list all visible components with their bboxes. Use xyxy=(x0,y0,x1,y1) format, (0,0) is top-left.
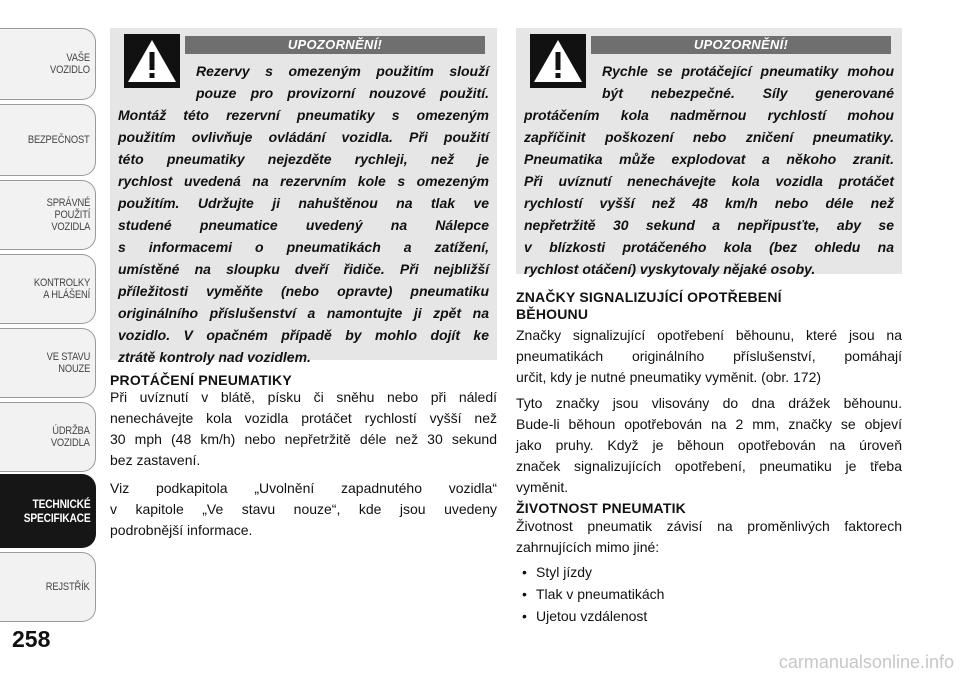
section-title-tire-spinning: PROTÁČENÍ PNEUMATIKY xyxy=(110,372,292,388)
tab-label: TECHNICKÉ SPECIFIKACE xyxy=(23,497,90,525)
section-title-tire-life: ŽIVOTNOST PNEUMATIK xyxy=(516,500,686,516)
text-line: značek signalizujících opotřebení, pneumatiku je třeba xyxy=(516,458,902,474)
text-line: Tyto značky jsou vlisovány do dna drážek běhounu. xyxy=(516,395,902,411)
text-line: Značky signalizující opotřebení běhounu, které jsou na xyxy=(516,327,902,343)
text-line: určit, kdy je nutné pneumatiky vyměnit. (obr. 172) xyxy=(516,369,822,385)
tab-spravne-pouziti[interactable] xyxy=(0,180,96,250)
warning-line: v blízkosti protáčeného kola (bez ohledu na xyxy=(524,239,894,255)
warning-line: pouze pro provizorní nouzové použití. xyxy=(196,85,489,101)
warning-box-spare-tire xyxy=(110,28,497,365)
warning-line: vozidlo. V opačném případě by mohlo dojít ke xyxy=(118,327,489,343)
page-number: 258 xyxy=(12,626,51,652)
text-line: nenechávejte kola vozidla protáčet rychlostí vyšší než xyxy=(110,410,497,426)
tire-life-factors-list xyxy=(522,561,664,627)
title-line: ZNAČKY SIGNALIZUJÍCÍ OPOTŘEBENÍ xyxy=(516,289,782,305)
tab-kontrolky[interactable] xyxy=(0,254,96,324)
warning-line: nepřetržitě 30 sekund a nepřipusťte, aby se xyxy=(524,217,894,233)
text-line: Životnost pneumatik závisí na proměnlivých faktorech xyxy=(516,518,902,534)
warning-line: této pneumatiky nejezděte rychleji, než je xyxy=(118,151,489,167)
text-line: Při uvíznutí v blátě, písku či sněhu nebo při náledí xyxy=(110,389,497,405)
paragraph-tire-spinning xyxy=(110,387,497,471)
paragraph-tread-marks xyxy=(516,393,902,498)
text-line: 30 mph (48 km/h) nebo nepřetržitě déle než 30 sekund xyxy=(110,431,497,447)
paragraph-tread-wear xyxy=(516,325,902,388)
warning-line: originálního příslušenství a namontujte ji zpět na xyxy=(118,305,489,321)
text-line: Bude-li běhoun opotřebován na 2 mm, značky se objeví xyxy=(516,416,902,432)
text-line: v kapitole „Ve stavu nouze“, kde jsou uvedeny xyxy=(110,501,497,517)
paragraph-tire-life xyxy=(516,516,902,558)
title-line: BĚHOUNU xyxy=(516,306,589,322)
list-item: • Tlak v pneumatikách xyxy=(522,583,664,605)
warning-header: UPOZORNĚNÍ! xyxy=(591,36,891,54)
tab-label: VE STAVU NOUZE xyxy=(46,351,90,375)
text-line: jako pruhy. Když je běhoun opotřebován na úroveň xyxy=(516,437,902,453)
watermark: carmanualsonline.info xyxy=(778,652,954,672)
warning-line: použitím ovlivňuje ovládání vozidla. Při použití xyxy=(118,129,489,145)
tab-label: ÚDRŽBA VOZIDLA xyxy=(51,425,90,449)
list-item: • Ujetou vzdálenost xyxy=(522,605,664,627)
tab-label: REJSTŘÍK xyxy=(46,581,90,593)
text-line: vyměnit. xyxy=(516,479,569,495)
warning-line: rychlost uvedená na rezervním kole s omezeným xyxy=(118,173,489,189)
tab-label: BEZPEČNOST xyxy=(28,134,90,146)
text-line: zahrnujících mimo jiné: xyxy=(516,539,660,555)
warning-line: protáčením kola nadměrnou rychlostí mohou xyxy=(524,107,894,123)
tab-label: KONTROLKY A HLÁŠENÍ xyxy=(33,277,90,301)
warning-line: rychlost otáčení) vyskytovaly nějaké osoby. xyxy=(524,261,816,277)
tab-technicke-specifikace[interactable] xyxy=(0,474,96,548)
warning-line: s informacemi o pneumatikách a zatížení, xyxy=(118,239,489,255)
warning-line: Rezervy s omezeným použitím slouží xyxy=(196,63,489,79)
warning-line: zapříčinit poškození nebo zničení pneumatiky. xyxy=(524,129,894,145)
tab-ve-stavu-nouze[interactable] xyxy=(0,328,96,398)
warning-line: Pneumatika může explodovat a někoho zranit. xyxy=(524,151,894,167)
chapter-sidebar xyxy=(0,0,97,630)
section-title-tread-wear xyxy=(516,289,782,323)
warning-line: umístěné na sloupku dveří řidiče. Při nejbližší xyxy=(118,261,489,277)
tab-label: SPRÁVNÉ POUŽITÍ VOZIDLA xyxy=(46,197,90,233)
warning-line: studené pneumatice uvedený na Nálepce xyxy=(118,217,489,233)
paragraph-see-chapter xyxy=(110,478,497,541)
warning-line: použitím. Udržujte ji nahuštěnou na tlak ve xyxy=(118,195,489,211)
text-line: Viz podkapitola „Uvolnění zapadnutého vozidla“ xyxy=(110,480,497,496)
tab-vase-vozidlo[interactable] xyxy=(0,28,96,100)
tab-rejstrik[interactable] xyxy=(0,552,96,622)
warning-line: Při uvíznutí nenechávejte kola vozidla protáčet xyxy=(524,173,894,189)
warning-header: UPOZORNĚNÍ! xyxy=(185,36,485,54)
warning-line: rychlostí vyšší než 48 km/h nebo déle než xyxy=(524,195,894,211)
warning-line: příležitosti vyměňte (nebo opravte) pneumatiku xyxy=(118,283,489,299)
warning-box-spinning-tires xyxy=(516,28,902,277)
tab-udrzba[interactable] xyxy=(0,402,96,472)
warning-line: Montáž této rezervní pneumatiky s omezeným xyxy=(118,107,489,123)
text-line: podrobnější informace. xyxy=(110,522,253,538)
text-line: pneumatikách originálního příslušenství, pomáhají xyxy=(516,348,902,364)
list-item: • Styl jízdy xyxy=(522,561,664,583)
warning-line: být nebezpečné. Síly generované xyxy=(602,85,894,101)
tab-label: VAŠE VOZIDLO xyxy=(50,52,90,76)
warning-text xyxy=(524,60,894,280)
tab-bezpecnost[interactable] xyxy=(0,104,96,176)
warning-text xyxy=(118,60,489,368)
text-line: bez zastavení. xyxy=(110,452,201,468)
warning-line: Rychle se protáčející pneumatiky mohou xyxy=(602,63,894,79)
warning-line: ztrátě kontroly nad vozidlem. xyxy=(118,349,311,365)
